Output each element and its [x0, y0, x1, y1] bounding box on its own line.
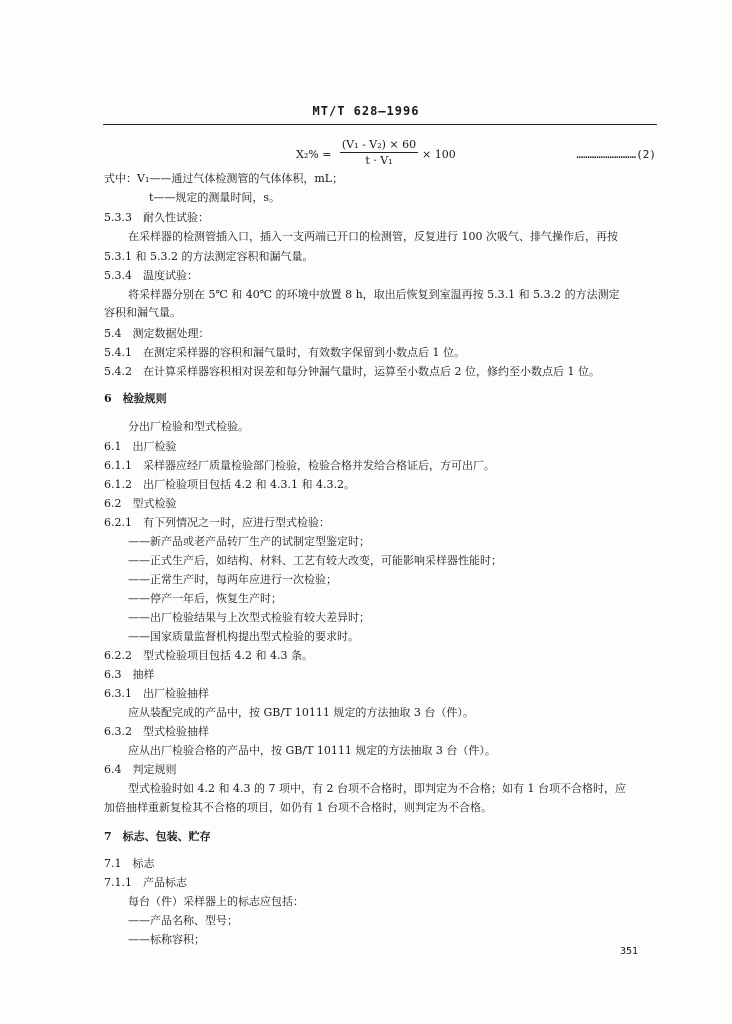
- chapter-heading: 6 检验规则: [104, 392, 167, 405]
- section-heading: 7.1 标志: [104, 857, 155, 870]
- section-heading: 6.3 抽样: [104, 668, 155, 681]
- text-line: 加倍抽样重新复检其不合格的项目，如仍有 1 台项不合格时，则判定为不合格。: [104, 801, 492, 814]
- page-number: 351: [620, 946, 639, 957]
- list-item: ——产品名称、型号；: [128, 914, 238, 927]
- text-line: 应从出厂检验合格的产品中，按 GB/T 10111 规定的方法抽取 3 台（件）。: [128, 744, 496, 757]
- text-line: 5.4.1 在测定采样器的容积和漏气量时，有效数字保留到小数点后 1 位。: [104, 346, 465, 359]
- section-heading: 5.3.3 耐久性试验：: [104, 211, 209, 224]
- chapter-heading: 7 标志、包装、贮存: [104, 830, 211, 843]
- text-line: 分出厂检验和型式检验。: [128, 420, 249, 433]
- list-item: ——停产一年后，恢复生产时；: [128, 592, 282, 605]
- formula-2: [296, 138, 656, 172]
- section-heading: 5.4 测定数据处理：: [104, 327, 210, 340]
- text-line: 5.4.2 在计算采样器容积相对误差和每分钟漏气量时，运算至小数点后 2 位，修约至小数点后 1 位。: [104, 365, 600, 378]
- list-item: ——正式生产后，如结构、材料、工艺有较大改变，可能影响采样器性能时；: [128, 554, 502, 567]
- text-line: 6.2.1 有下列情况之一时，应进行型式检验：: [104, 516, 330, 529]
- formula-equation-number: ………………………(2): [576, 148, 656, 161]
- header-rule: [103, 124, 657, 125]
- list-item: ——国家质量监督机构提出型式检验的要求时。: [128, 630, 359, 643]
- text-line: 容积和漏气量。: [104, 306, 181, 319]
- text-line: 将采样器分别在 5℃ 和 40℃ 的环境中放置 8 h，取出后恢复到室温再按 5.3.1 和 5.3.2 的方法测定: [128, 288, 620, 301]
- section-heading: 7.1.1 产品标志: [104, 876, 187, 889]
- list-item: ——标称容积；: [128, 933, 205, 946]
- text-line: 应从装配完成的产品中，按 GB/T 10111 规定的方法抽取 3 台（件）。: [128, 706, 474, 719]
- text-line: 5.3.1 和 5.3.2 的方法测定容积和漏气量。: [104, 250, 314, 263]
- formula-fraction: [340, 138, 418, 167]
- section-heading: 6.3.2 型式检验抽样: [104, 725, 209, 738]
- formula-numerator: (V₁ - V₂) × 60: [341, 138, 417, 151]
- text-line: 型式检验时如 4.2 和 4.3 的 7 项中，有 2 台项不合格时，即判定为不合格；如有 1 台项不合格时，应: [128, 782, 626, 795]
- text-line: 6.1.1 采样器应经厂质量检验部门检验，检验合格并发给合格证后，方可出厂。: [104, 459, 495, 472]
- section-heading: 6.1 出厂检验: [104, 440, 177, 453]
- list-item: ——出厂检验结果与上次型式检验有较大差异时；: [128, 611, 370, 624]
- text-line: 6.2.2 型式检验项目包括 4.2 和 4.3 条。: [104, 649, 313, 662]
- standard-code-header: MT/T 628—1996: [312, 104, 420, 118]
- formula-denominator: t · V₁: [365, 154, 393, 167]
- list-item: ——正常生产时，每两年应进行一次检验；: [128, 573, 337, 586]
- formula-lhs: X₂% =: [296, 148, 332, 161]
- section-heading: 6.2 型式检验: [104, 497, 177, 510]
- text-line: 6.1.2 出厂检验项目包括 4.2 和 4.3.1 和 4.3.2。: [104, 478, 355, 491]
- text-line: 每台（件）采样器上的标志应包括：: [128, 895, 304, 908]
- section-heading: 5.3.4 温度试验：: [104, 269, 198, 282]
- text-line: 式中：V₁——通过气体检测管的气体体积，mL；: [104, 172, 344, 185]
- text-line: t——规定的测量时间，s。: [149, 191, 281, 204]
- list-item: ——新产品或老产品转厂生产的试制定型鉴定时；: [128, 535, 370, 548]
- formula-multiplier: × 100: [422, 148, 456, 161]
- section-heading: 6.3.1 出厂检验抽样: [104, 687, 209, 700]
- section-heading: 6.4 判定规则: [104, 763, 177, 776]
- text-line: 在采样器的检测管插入口，插入一支两端已开口的检测管，反复进行 100 次吸气、排气操作后，再按: [128, 230, 618, 243]
